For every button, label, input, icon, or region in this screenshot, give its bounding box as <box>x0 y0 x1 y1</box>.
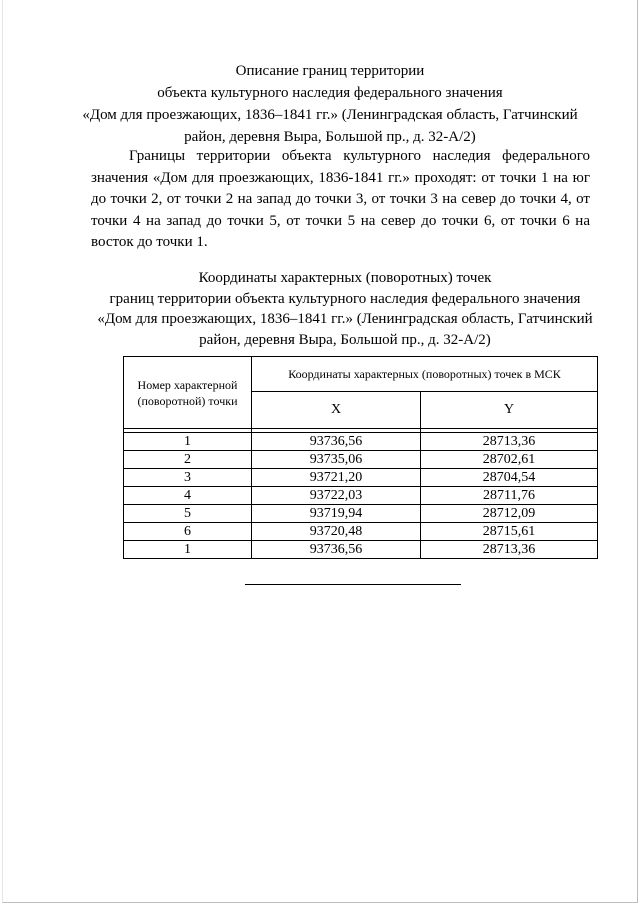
cell-point: 4 <box>124 487 252 505</box>
cell-point: 1 <box>124 541 252 559</box>
table-row <box>124 469 598 487</box>
cell-x: 93720,48 <box>252 523 421 541</box>
cell-y: 28704,54 <box>421 469 598 487</box>
cell-y: 28712,09 <box>421 505 598 523</box>
table-row <box>124 523 598 541</box>
cell-point: 6 <box>124 523 252 541</box>
table-row <box>124 451 598 469</box>
column-header-point-line-2: (поворотной) точки <box>137 393 238 408</box>
column-header-point-line-1: Номер характерной <box>137 377 238 392</box>
cell-y: 28713,36 <box>421 541 598 559</box>
document-title <box>60 60 600 148</box>
cell-y: 28702,61 <box>421 451 598 469</box>
cell-x: 93736,56 <box>252 541 421 559</box>
cell-x: 93719,94 <box>252 505 421 523</box>
cell-point: 1 <box>124 433 252 451</box>
cell-x: 93721,20 <box>252 469 421 487</box>
coordinates-heading-line-2: границ территории объекта культурного наследия федерального значения <box>109 290 581 307</box>
cell-x: 93735,06 <box>252 451 421 469</box>
cell-point: 3 <box>124 469 252 487</box>
cell-x: 93722,03 <box>252 487 421 505</box>
boundary-description: Границы территории объекта культурного наследия федерального значения «Дом для проезжающих, 1836-1841 гг.» проходят: от точки 1 на юг до точки 2, от точки 2 на запад до точки 3, от точки 3 на север до точки 4, от точки 4 на запад до точки 5, от точки 5 на север до точки 6, от точки 6 на восток до точки 1. <box>91 148 590 250</box>
cell-y: 28715,61 <box>421 523 598 541</box>
cell-y: 28713,36 <box>421 433 598 451</box>
title-line-2: объекта культурного наследия федерального значения <box>157 85 503 101</box>
title-line-1: Описание границ территории <box>235 63 425 79</box>
column-header-y: Y <box>421 392 598 429</box>
table-row <box>124 541 598 559</box>
column-header-coordinates: Координаты характерных (поворотных) точек в МСК <box>252 357 598 392</box>
cell-y: 28711,76 <box>421 487 598 505</box>
closing-rule <box>245 584 461 585</box>
coordinates-heading-line-1: Координаты характерных (поворотных) точек <box>198 270 492 286</box>
table-row <box>124 487 598 505</box>
cell-x: 93736,56 <box>252 433 421 451</box>
table-row <box>124 505 598 523</box>
column-header-x: X <box>252 392 421 429</box>
table-row <box>124 433 598 451</box>
coordinates-heading-line-3: «Дом для проезжающих, 1836–1841 гг.» (Ленинградская область, Гатчинский <box>97 311 593 327</box>
coordinates-heading <box>60 268 630 350</box>
cell-point: 2 <box>124 451 252 469</box>
title-line-4: район, деревня Выра, Большой пр., д. 32-А/2) <box>184 129 476 145</box>
cell-point: 5 <box>124 505 252 523</box>
column-header-point <box>124 357 252 429</box>
coordinates-heading-line-4: район, деревня Выра, Большой пр., д. 32-А/2) <box>199 331 491 348</box>
coordinates-table <box>123 356 598 559</box>
title-line-3: «Дом для проезжающих, 1836–1841 гг.» (Ленинградская область, Гатчинский <box>82 107 578 123</box>
